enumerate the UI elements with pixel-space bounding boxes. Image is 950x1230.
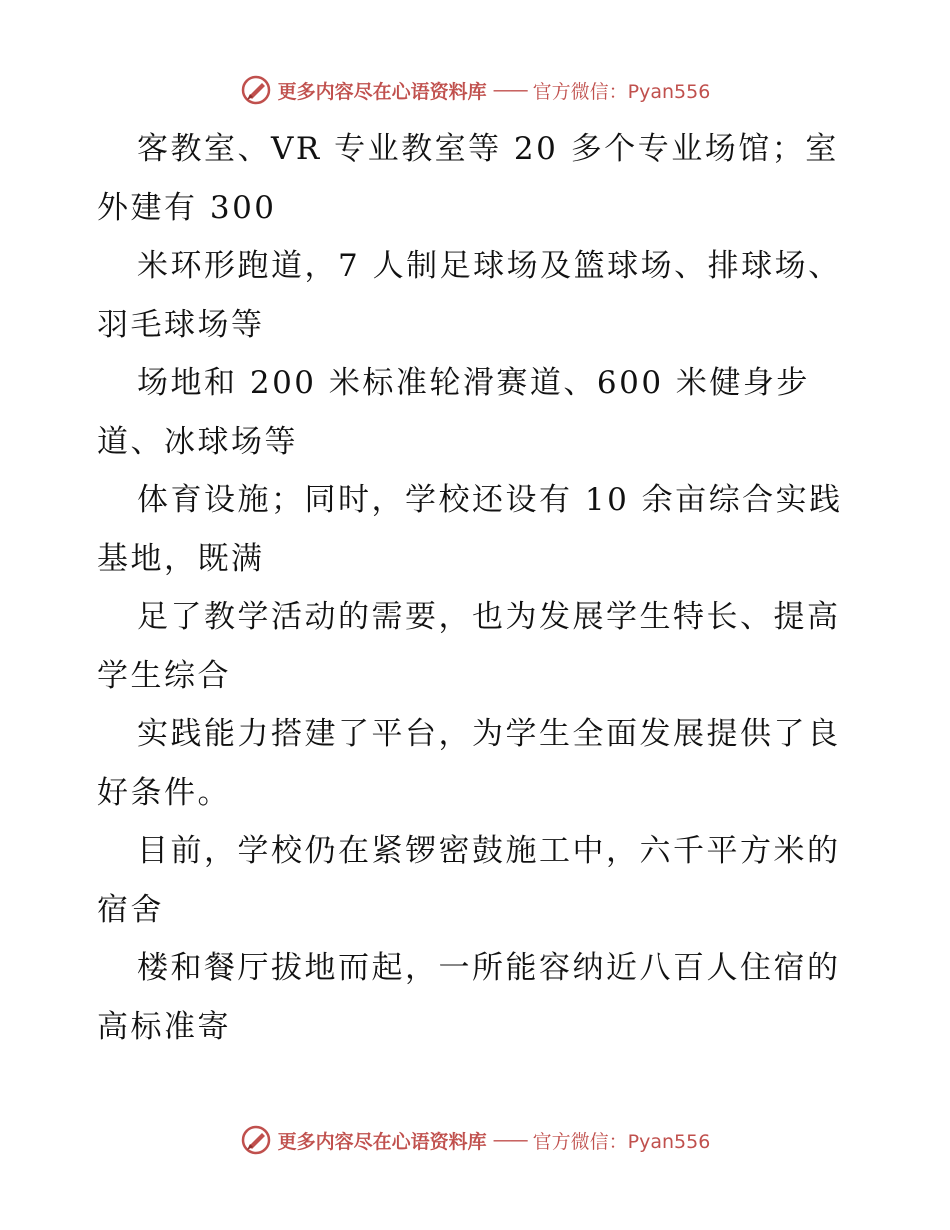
document-body xyxy=(0,120,950,1056)
footer-dash: —— xyxy=(492,1129,527,1151)
paragraph xyxy=(0,354,950,471)
header-watermark xyxy=(240,74,711,106)
brand-logo-icon xyxy=(240,1124,272,1156)
header-wechat: 官方微信：Pyan556 xyxy=(532,80,711,103)
paragraph xyxy=(0,471,950,588)
footer-watermark xyxy=(240,1124,711,1156)
footer-wechat: 官方微信：Pyan556 xyxy=(532,1130,711,1153)
header-banner xyxy=(0,68,950,112)
paragraph-line: 米环形跑道，7 人制足球场及篮球场、排球场、 xyxy=(137,248,842,284)
paragraph xyxy=(0,939,950,1056)
header-title: 更多内容尽在心语资料库 xyxy=(277,80,487,103)
paragraph-line: 实践能力搭建了平台，为学生全面发展提供了良 xyxy=(137,716,841,752)
paragraph-line: 羽毛球场等 xyxy=(97,306,265,343)
paragraph-line: 目前，学校仍在紧锣密鼓施工中，六千平方米的 xyxy=(137,833,841,869)
paragraph xyxy=(0,120,950,237)
paragraph-line: 基地，既满 xyxy=(97,540,265,577)
paragraph-line: 高标准寄 xyxy=(97,1008,231,1045)
paragraph-line: 体育设施；同时，学校还设有 10 余亩综合实践 xyxy=(137,482,843,518)
paragraph-line: 学生综合 xyxy=(97,657,231,694)
paragraph-line: 客教室、VR 专业教室等 20 多个专业场馆；室 xyxy=(137,131,839,167)
paragraph-line: 楼和餐厅拔地而起，一所能容纳近八百人住宿的 xyxy=(137,950,841,986)
paragraph-line: 外建有 300 xyxy=(97,189,277,226)
paragraph xyxy=(0,705,950,822)
paragraph xyxy=(0,588,950,705)
paragraph xyxy=(0,237,950,354)
paragraph-line: 好条件。 xyxy=(97,774,231,811)
paragraph-line: 宿舍 xyxy=(97,891,164,928)
paragraph-line: 足了教学活动的需要，也为发展学生特长、提高 xyxy=(137,599,841,635)
paragraph xyxy=(0,822,950,939)
footer-title: 更多内容尽在心语资料库 xyxy=(277,1130,487,1153)
paragraph-line: 场地和 200 米标准轮滑赛道、600 米健身步 xyxy=(137,365,810,401)
brand-logo-icon xyxy=(240,74,272,106)
paragraph-line: 道、冰球场等 xyxy=(97,423,298,460)
header-dash: —— xyxy=(492,79,527,101)
footer-banner xyxy=(0,1118,950,1162)
